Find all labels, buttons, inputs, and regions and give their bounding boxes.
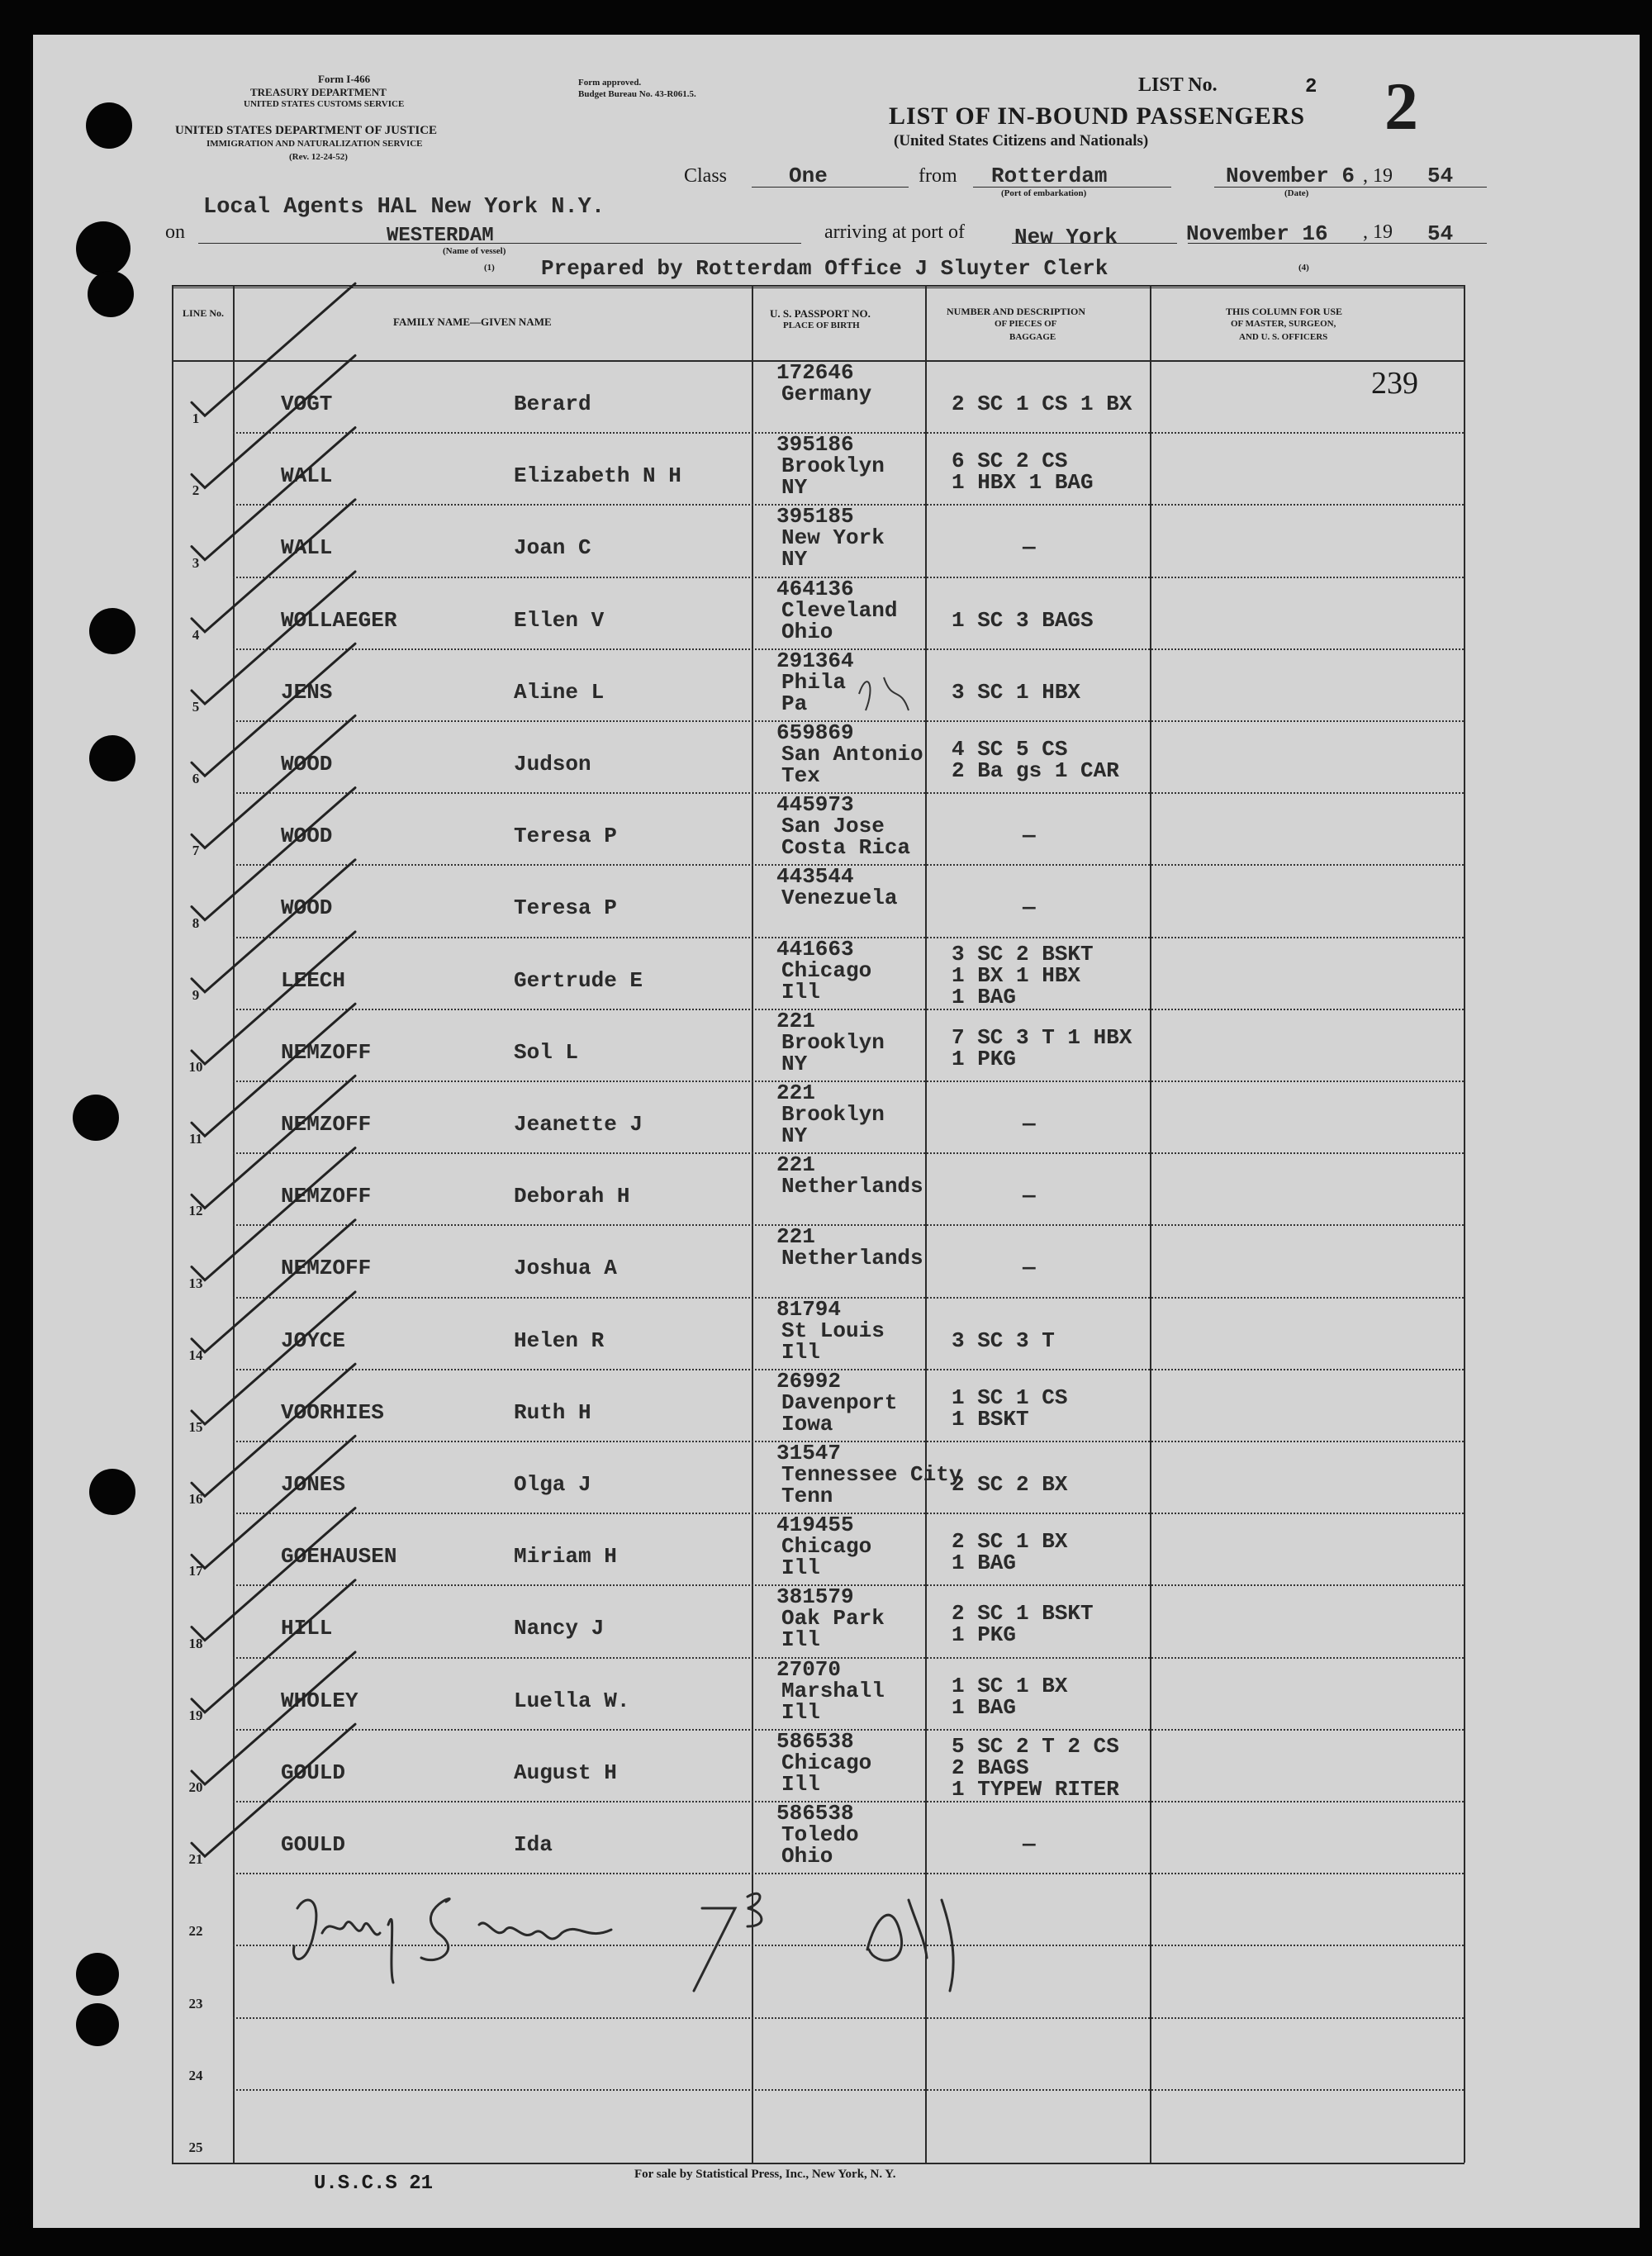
place-of-birth: Chicago	[781, 1534, 872, 1560]
line-number: 4	[192, 626, 200, 643]
place-of-birth: Cleveland	[781, 597, 898, 623]
col-name: FAMILY NAME—GIVEN NAME	[393, 316, 552, 328]
baggage-entry: 1 PKG	[952, 1622, 1017, 1648]
family-name: GOULD	[281, 1760, 346, 1785]
place-of-birth: Phila	[781, 669, 847, 695]
place-of-birth: St Louis	[781, 1318, 885, 1343]
baggage-entry: 7 SC 3 T 1 HBX	[952, 1024, 1132, 1050]
given-name: Ida	[514, 1832, 553, 1857]
given-name: Sol L	[514, 1039, 579, 1065]
family-name: JONES	[281, 1472, 346, 1497]
line-number: 23	[188, 1995, 203, 2011]
page-subtitle: (United States Citizens and Nationals)	[894, 132, 1149, 150]
baggage-entry: 2 SC 1 CS 1 BX	[952, 392, 1132, 416]
family-name: JOYCE	[281, 1327, 346, 1353]
baggage-entry: —	[1023, 535, 1036, 561]
col-baggage-3: BAGGAGE	[1009, 332, 1056, 342]
line-number: 18	[188, 1635, 203, 1651]
baggage-entry: 1 SC 3 BAGS	[952, 607, 1094, 633]
col-baggage-2: OF PIECES OF	[995, 319, 1057, 329]
passport-number: 172646	[776, 360, 854, 385]
col-baggage-1: NUMBER AND DESCRIPTION	[947, 306, 1086, 317]
baggage-entry: 2 SC 1 BX	[952, 1529, 1068, 1555]
arriving-label: arriving at port of	[824, 221, 965, 243]
baggage-entry: 1 BX 1 HBX	[952, 962, 1081, 988]
passport-number: 419455	[776, 1513, 854, 1538]
place-of-birth: New York	[781, 525, 885, 551]
local-agents: Local Agents HAL New York N.Y.	[203, 195, 605, 220]
footnote-4: (4)	[1298, 263, 1309, 273]
place-of-birth: NY	[781, 475, 808, 501]
vessel-caption: (Name of vessel)	[443, 246, 506, 256]
given-name: Luella W.	[514, 1688, 630, 1713]
row-divider	[233, 1441, 1464, 1442]
from-label: from	[919, 165, 957, 187]
date-caption: (Date)	[1284, 188, 1309, 198]
col-officers-3: AND U. S. OFFICERS	[1239, 332, 1328, 342]
place-of-birth: Ill	[781, 1699, 820, 1725]
baggage-entry: 1 BAG	[952, 1694, 1017, 1720]
line-number: 8	[192, 914, 200, 931]
on-label: on	[165, 221, 185, 243]
passport-number: 27070	[776, 1656, 842, 1682]
family-name: WALL	[281, 463, 333, 489]
place-of-birth: Brooklyn	[781, 454, 885, 479]
place-of-birth: NY	[781, 1051, 808, 1076]
passport-number: 221	[776, 1224, 815, 1250]
line-number: 6	[192, 771, 200, 787]
line-number: 14	[188, 1346, 203, 1363]
passport-number: 441663	[776, 936, 854, 962]
col-officers-2: OF MASTER, SURGEON,	[1231, 319, 1336, 329]
row-divider	[233, 1369, 1464, 1370]
line-number: 7	[192, 843, 200, 859]
baggage-entry: 2 SC 2 BX	[952, 1472, 1068, 1497]
line-number: 16	[188, 1491, 203, 1508]
place-of-birth: Costa Rica	[781, 835, 911, 861]
given-name: Nancy J	[514, 1616, 605, 1641]
baggage-entry: 1 SC 1 CS	[952, 1384, 1068, 1410]
line-number: 17	[188, 1563, 203, 1579]
line-number: 10	[188, 1059, 203, 1075]
passport-number: 464136	[776, 576, 854, 601]
line-number: 11	[188, 1131, 203, 1147]
binder-hole	[76, 1953, 119, 1996]
family-name: NEMZOFF	[281, 1039, 372, 1065]
footnote-1: (1)	[484, 263, 495, 273]
family-name: GOEHAUSEN	[281, 1544, 397, 1570]
place-of-birth: Brooklyn	[781, 1029, 885, 1055]
line-number: 20	[188, 1779, 203, 1795]
place-of-birth: Marshall	[781, 1678, 885, 1703]
line-number: 1	[192, 411, 200, 427]
family-name: VOORHIES	[281, 1399, 384, 1425]
ins-service: IMMIGRATION AND NATURALIZATION SERVICE	[206, 139, 423, 149]
passport-number: 395185	[776, 504, 854, 530]
baggage-entry: 1 BAG	[952, 984, 1017, 1009]
binder-hole	[89, 608, 135, 654]
line-number: 13	[188, 1275, 203, 1291]
customs-service: UNITED STATES CUSTOMS SERVICE	[244, 99, 405, 109]
given-name: Joshua A	[514, 1256, 617, 1281]
passport-number: 26992	[776, 1368, 842, 1394]
binder-hole	[88, 271, 134, 317]
department-name: TREASURY DEPARTMENT	[250, 86, 387, 98]
given-name: Teresa P	[514, 824, 617, 849]
baggage-entry: 3 SC 2 BSKT	[952, 941, 1094, 967]
port-caption: (Port of embarkation)	[1001, 188, 1087, 198]
given-name: Deborah H	[514, 1184, 630, 1209]
arrival-date: November 16	[1186, 221, 1328, 246]
col-officers-1: THIS COLUMN FOR USE	[1226, 306, 1343, 317]
place-of-birth: Netherlands	[781, 1174, 923, 1199]
binder-hole	[76, 221, 131, 276]
row-divider	[233, 1945, 1464, 1946]
passport-number: 395186	[776, 432, 854, 458]
place-of-birth: Tennessee City	[781, 1462, 962, 1487]
baggage-entry: 4 SC 5 CS	[952, 737, 1068, 762]
arrival-port: New York	[1014, 225, 1118, 249]
baggage-entry: 3 SC 3 T	[952, 1327, 1055, 1353]
footer-form-code: U.S.C.S 21	[314, 2173, 434, 2195]
given-name: Miriam H	[514, 1544, 617, 1570]
baggage-entry: —	[1023, 1112, 1036, 1137]
line-number: 22	[188, 1923, 203, 1940]
place-of-birth: Ill	[781, 1627, 820, 1653]
row-divider	[233, 2089, 1464, 2091]
binder-hole	[86, 102, 132, 149]
port-of-embarkation: Rotterdam	[991, 164, 1108, 188]
binder-hole	[73, 1095, 119, 1141]
family-name: HILL	[281, 1616, 333, 1641]
family-name: LEECH	[281, 967, 346, 993]
class-value: One	[789, 164, 828, 188]
place-of-birth: Oak Park	[781, 1606, 885, 1631]
line-number: 21	[188, 1851, 203, 1868]
line-number: 25	[188, 2140, 203, 2155]
col-passport: U. S. PASSPORT NO.	[770, 307, 871, 320]
baggage-entry: 2 BAGS	[952, 1755, 1029, 1780]
place-of-birth: Netherlands	[781, 1246, 923, 1271]
given-name: Berard	[514, 392, 591, 416]
baggage-entry: 1 BAG	[952, 1551, 1017, 1576]
given-name: Aline L	[514, 679, 605, 705]
place-of-birth: Ill	[781, 1771, 820, 1797]
given-name: Jeanette J	[514, 1112, 643, 1137]
departure-year-prefix: , 19	[1363, 165, 1393, 187]
baggage-entry: —	[1023, 1256, 1036, 1281]
prepared-by: Prepared by Rotterdam Office J Sluyter Clerk	[541, 256, 1108, 281]
passport-number: 443544	[776, 864, 854, 890]
list-label: LIST No.	[1138, 74, 1218, 96]
place-of-birth: NY	[781, 1123, 808, 1148]
family-name: VOGT	[281, 392, 333, 416]
place-of-birth: Ill	[781, 979, 820, 1005]
col-line-no: LINE No.	[182, 307, 224, 319]
form-number: Form I-466	[318, 73, 371, 85]
given-name: Ellen V	[514, 607, 605, 633]
line-number: 9	[192, 986, 200, 1003]
given-name: Helen R	[514, 1327, 605, 1353]
row-divider	[233, 1224, 1464, 1226]
place-of-birth: Brooklyn	[781, 1102, 885, 1127]
binder-hole	[76, 2003, 119, 2046]
place-of-birth: Ohio	[781, 619, 833, 644]
baggage-entry: —	[1023, 895, 1036, 921]
row-divider	[233, 1009, 1464, 1010]
departure-date: November 6	[1226, 164, 1355, 188]
passport-number: 221	[776, 1081, 815, 1105]
baggage-entry: 2 SC 1 BSKT	[952, 1601, 1094, 1627]
family-name: WOOD	[281, 824, 333, 849]
binder-hole	[89, 1469, 135, 1515]
line-number: 5	[192, 699, 200, 715]
arrival-year-prefix: , 19	[1363, 221, 1393, 243]
list-number-stamp: 2	[1384, 69, 1418, 144]
row-divider	[233, 2017, 1464, 2019]
place-of-birth: San Jose	[781, 814, 885, 839]
departure-year: 54	[1427, 164, 1454, 188]
passport-number: 445973	[776, 792, 854, 818]
footer-printer: For sale by Statistical Press, Inc., New York, N. Y.	[634, 2168, 896, 2181]
family-name: WOLLAEGER	[281, 607, 397, 633]
family-name: NEMZOFF	[281, 1184, 372, 1209]
place-of-birth: San Antonio	[781, 742, 923, 767]
budget-bureau: Budget Bureau No. 43-R061.5.	[578, 89, 696, 99]
passport-number: 81794	[776, 1296, 842, 1322]
justice-department: UNITED STATES DEPARTMENT OF JUSTICE	[175, 124, 438, 137]
passport-number: 291364	[776, 648, 854, 673]
baggage-entry: 1 BSKT	[952, 1406, 1029, 1432]
place-of-birth: Ill	[781, 1339, 820, 1365]
given-name: Olga J	[514, 1472, 591, 1497]
vessel-name: WESTERDAM	[387, 225, 494, 247]
family-name: WOOD	[281, 752, 333, 777]
line-number: 3	[192, 554, 200, 571]
passport-number: 659869	[776, 720, 854, 745]
baggage-entry: 2 Ba gs 1 CAR	[952, 758, 1119, 783]
place-of-birth: Chicago	[781, 1750, 872, 1775]
place-of-birth: Pa	[781, 691, 808, 716]
place-of-birth: Tenn	[781, 1484, 833, 1508]
arrival-year: 54	[1427, 221, 1454, 246]
family-name: NEMZOFF	[281, 1112, 372, 1137]
family-name: WALL	[281, 535, 333, 561]
baggage-entry: 1 SC 1 BX	[952, 1673, 1068, 1698]
place-of-birth: Iowa	[781, 1411, 833, 1437]
family-name: WOOD	[281, 895, 333, 921]
given-name: Judson	[514, 752, 591, 777]
given-name: Ruth H	[514, 1399, 591, 1425]
form-approval: Form approved.	[578, 78, 642, 88]
baggage-entry: —	[1023, 824, 1036, 849]
place-of-birth: Ill	[781, 1555, 820, 1581]
binder-hole	[89, 735, 135, 781]
list-number: 2	[1305, 76, 1317, 98]
row-divider	[233, 1152, 1464, 1154]
place-of-birth: Germany	[781, 382, 872, 406]
given-name: Elizabeth N H	[514, 463, 681, 489]
form-revision: (Rev. 12-24-52)	[289, 152, 348, 162]
baggage-entry: 6 SC 2 CS	[952, 449, 1068, 474]
line-number: 2	[192, 482, 200, 499]
family-name: WHOLEY	[281, 1688, 358, 1713]
passport-number: 221	[776, 1152, 815, 1178]
line-number: 24	[188, 2067, 203, 2083]
place-of-birth: Tex	[781, 763, 820, 788]
baggage-entry: —	[1023, 1832, 1036, 1857]
place-of-birth: Venezuela	[781, 886, 898, 911]
family-name: GOULD	[281, 1832, 346, 1857]
given-name: Gertrude E	[514, 967, 643, 993]
line-number: 15	[188, 1419, 203, 1435]
baggage-entry: 1 HBX 1 BAG	[952, 470, 1094, 496]
given-name: Joan C	[514, 535, 591, 561]
given-name: Teresa P	[514, 895, 617, 921]
baggage-entry: 3 SC 1 HBX	[952, 679, 1081, 705]
row-divider	[233, 1873, 1464, 1874]
passport-number: 221	[776, 1008, 815, 1033]
baggage-entry: 1 TYPEW RITER	[952, 1776, 1119, 1802]
place-of-birth: Chicago	[781, 957, 872, 983]
row-divider	[233, 1297, 1464, 1299]
line-number: 12	[188, 1203, 203, 1219]
family-name: JENS	[281, 679, 333, 705]
row-divider	[233, 1657, 1464, 1659]
given-name: August H	[514, 1760, 617, 1785]
baggage-entry: 5 SC 2 T 2 CS	[952, 1733, 1119, 1759]
class-label: Class	[684, 165, 728, 187]
place-of-birth: Toledo	[781, 1822, 859, 1847]
row-divider	[233, 1081, 1464, 1082]
officer-note: 239	[1371, 366, 1418, 401]
passport-number: 586538	[776, 1801, 854, 1826]
passport-number: 31547	[776, 1441, 842, 1465]
place-of-birth: NY	[781, 547, 808, 572]
passport-number: 586538	[776, 1728, 854, 1754]
family-name: NEMZOFF	[281, 1256, 372, 1281]
baggage-entry: 1 PKG	[952, 1046, 1017, 1071]
page-title: LIST OF IN-BOUND PASSENGERS	[889, 102, 1306, 130]
col-birthplace: PLACE OF BIRTH	[783, 321, 860, 330]
passport-number: 381579	[776, 1584, 854, 1610]
line-number: 19	[188, 1707, 203, 1723]
place-of-birth: Ohio	[781, 1844, 833, 1869]
place-of-birth: Davenport	[781, 1389, 898, 1415]
baggage-entry: —	[1023, 1184, 1036, 1209]
